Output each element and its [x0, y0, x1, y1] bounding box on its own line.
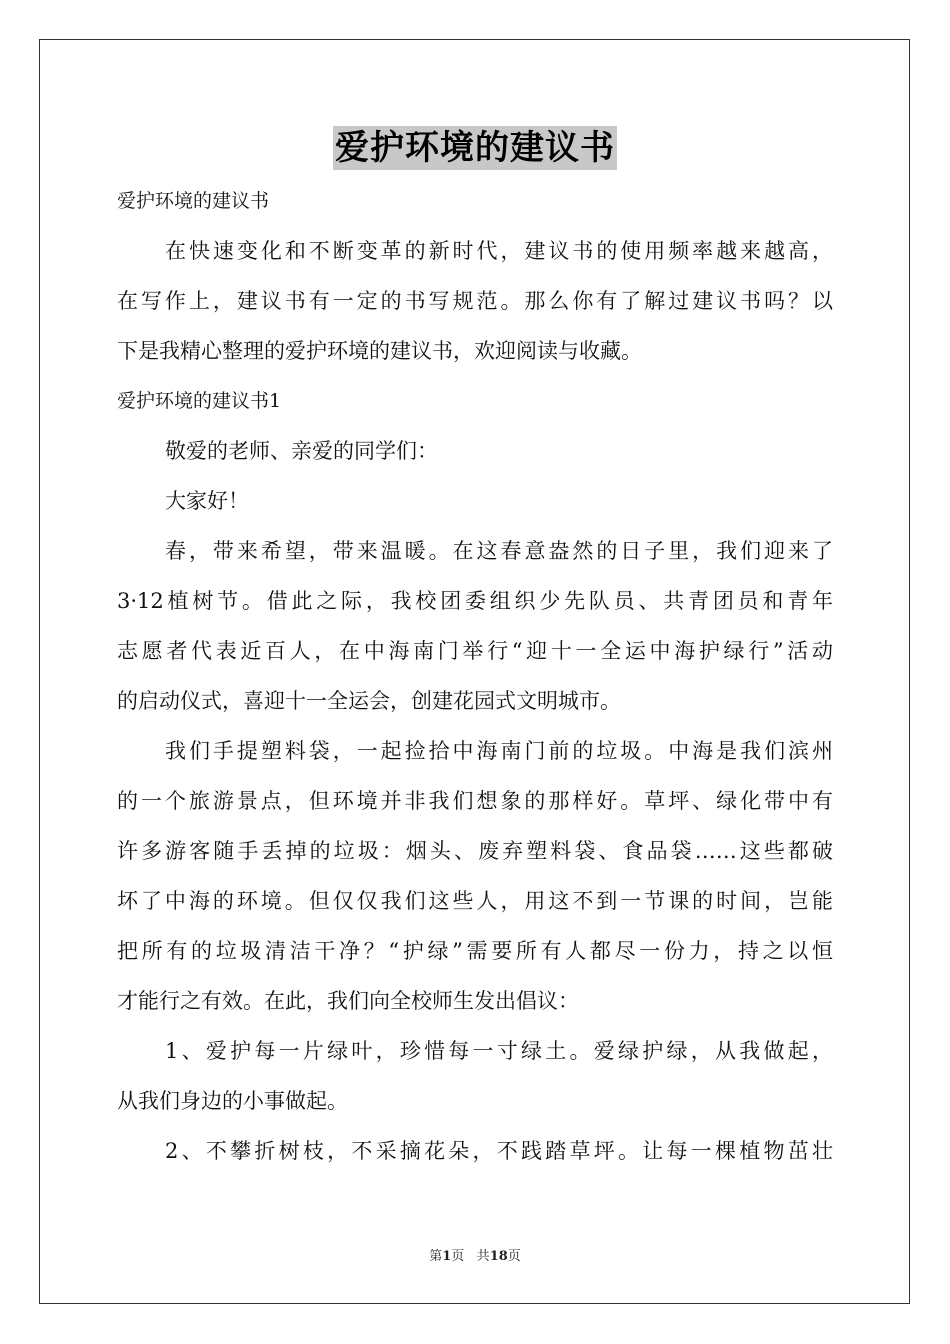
salutation-line: 敬爱的老师、亲爱的同学们：	[165, 439, 438, 463]
paragraph-line: 的一个旅游景点，但环境并非我们想象的那样好。草坪、绿化带中有	[117, 789, 833, 813]
paragraph-line: 坏了中海的环境。但仅仅我们这些人，用这不到一节课的时间，岂能	[117, 889, 833, 913]
page-unit: 页	[451, 1249, 465, 1264]
paragraph-line: 3·12植树节。借此之际，我校团委组织少先队员、共青团员和青年	[117, 589, 833, 613]
paragraph-line: 我们手提塑料袋，一起捡拾中海南门前的垃圾。中海是我们滨州	[165, 739, 833, 763]
document-title: 爱护环境的建议书	[335, 128, 615, 168]
page-prefix: 第	[429, 1249, 443, 1264]
paragraph-line: 在写作上，建议书有一定的书写规范。那么你有了解过建议书吗？以	[117, 289, 833, 313]
paragraph-line: 把所有的垃圾清洁干净？“护绿”需要所有人都尽一份力，持之以恒	[117, 939, 833, 963]
paragraph-line: 在快速变化和不断变革的新时代，建议书的使用频率越来越高，	[165, 239, 833, 263]
title-wrap	[0, 126, 950, 170]
total-prefix: 共	[476, 1249, 490, 1264]
paragraph-line: 的启动仪式，喜迎十一全运会，创建花园式文明城市。	[117, 689, 621, 713]
page-number: 1	[442, 1249, 452, 1264]
list-item-line: 从我们身边的小事做起。	[117, 1089, 348, 1113]
list-item-line: 1、爱护每一片绿叶，珍惜每一寸绿土。爱绿护绿，从我做起，	[165, 1039, 833, 1063]
list-item-line: 2、不攀折树枝，不采摘花朵，不践踏草坪。让每一棵植物茁壮	[165, 1139, 833, 1163]
greeting-line: 大家好！	[165, 489, 249, 513]
paragraph-line: 许多游客随手丢掉的垃圾：烟头、废弃塑料袋、食品袋……这些都破	[117, 839, 833, 863]
total-pages: 18	[489, 1249, 508, 1264]
section-heading: 爱护环境的建议书1	[117, 390, 282, 412]
subtitle-line: 爱护环境的建议书	[117, 190, 270, 212]
total-unit: 页	[507, 1249, 521, 1264]
paragraph-line: 才能行之有效。在此，我们向全校师生发出倡议：	[117, 989, 579, 1013]
paragraph-line: 志愿者代表近百人，在中海南门举行“迎十一全运中海护绿行”活动	[117, 639, 833, 663]
paragraph-line: 下是我精心整理的爱护环境的建议书，欢迎阅读与收藏。	[117, 339, 642, 363]
page-footer	[0, 1245, 950, 1264]
paragraph-line: 春，带来希望，带来温暖。在这春意盎然的日子里，我们迎来了	[165, 539, 833, 563]
document-body	[117, 176, 833, 1176]
